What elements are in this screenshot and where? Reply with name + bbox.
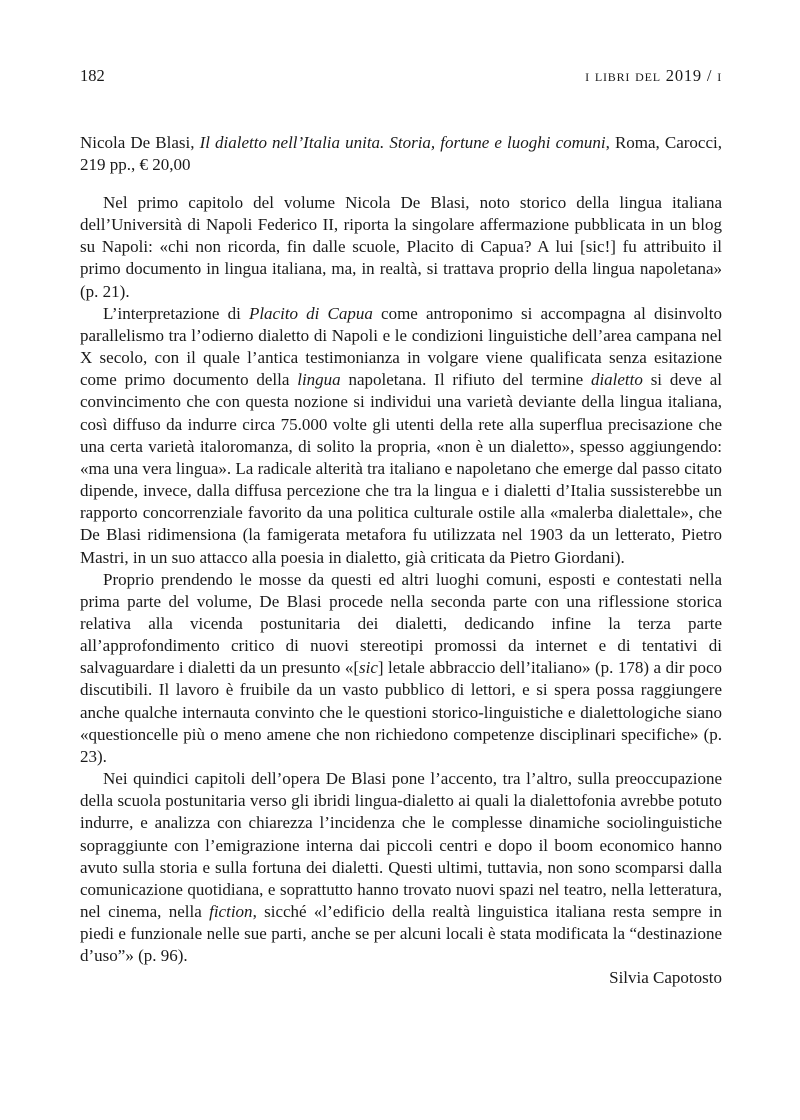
paragraph-2: L’interpretazione di Placito di Capua come antroponimo si accompagna al disinvolto parallelismo tra l’odierno dialetto di Napoli e le condizioni linguistiche dell’area campana nel X secolo, con il quale l’antica testimonianza in volgare viene qualificata senza esitazione come primo documento della lingua napoletana. Il rifiuto del termine dialetto si deve al convincimento che con questa nozione si individui una varietà deviante della lingua italiana, così diffuso da indurre circa 75.000 volte gli utenti della rete alla superflua precisazione che una certa varietà italoromanza, di solito la propria, «non è un dialetto», spesso aggiungendo: «ma una vera lingua». La radicale alterità tra italiano e napoletano che emerge dal passo citato dipende, invece, dalla diffusa percezione che tra la lingua e i dialetti d’Italia sussisterebbe un rapporto concorrenziale favorito da una politica culturale ostile alla «malerba dialettale», che De Blasi ridimensiona (la famigerata metafora fu utilizzata nel 1903 da un letterato, Pietro Mastri, in un suo attacco alla poesia in dialetto, già criticata da Pietro Giordani). xyxy=(80,303,722,567)
paragraph-4: Nei quindici capitoli dell’opera De Blasi pone l’accento, tra l’altro, sulla preoccupazione della scuola postunitaria verso gli ibridi lingua-dialetto ai quali la dialettofonia avrebbe potuto indurre, e analizza con chiarezza l’incidenza che le complesse dinamiche sociolinguistiche sopraggiunte con l’emigrazione interna dai piccoli centri e dopo il boom economico hanno avuto sulla storia e sulla fortuna dei dialetti. Questi ultimi, tuttavia, non sono scomparsi dalla comunicazione quotidiana, e soprattutto hanno trovato nuovi spazi nel teatro, nella letteratura, nel cinema, nella fiction, sicché «l’edificio della realtà linguistica italiana resta sempre in piedi e funzionale nelle sue parti, anche se per alcuni locali è stata modificata la “destinazione d’uso”» (p. 96). xyxy=(80,769,723,966)
signature: Silvia Capotosto xyxy=(609,968,722,988)
book-reference xyxy=(80,132,722,176)
paragraph-3: Proprio prendendo le mosse da questi ed altri luoghi comuni, esposti e contestati nella prima parte del volume, De Blasi procede nella seconda parte con una riflessione storica relativa alla vicenda postunitaria dei dialetti, dedicando infine la terza parte all’approfondimento critico di nuovi stereotipi promossi da internet e di tentativi di salvaguardare i dialetti da un presunto «[sic] letale abbraccio dell’italiano» (p. 178) a dir poco discutibili. Il lavoro è fruibile da un vasto pubblico di lettori, e si spera possa raggiungere anche qualche internauta convinto che le questioni storico-linguistiche e dialettologiche siano «questioncelle più o meno amene che non richiedono competenze disciplinari specifiche» (p. 23). xyxy=(80,569,722,766)
book-author: Nicola De Blasi, xyxy=(80,133,195,152)
running-head: i libri del 2019 / i xyxy=(585,66,722,85)
book-publication: , Roma, Carocci, 219 pp., € 20,00 xyxy=(80,133,722,174)
book-title: Il dialetto nell’Italia unita. Storia, fortune e luoghi comuni xyxy=(199,133,606,152)
paragraph-1: Nel primo capitolo del volume Nicola De Blasi, noto storico della lingua italiana dell’Università di Napoli Federico II, riporta la singolare affermazione pubblicata in un blog su Napoli: «chi non ricorda, fin dalle scuole, Placito di Capua? A lui [sic!] fu attribuito il primo documento in lingua italiana, ma, in realtà, si trattava proprio della lingua napoletana» (p. 21). xyxy=(80,193,722,301)
page xyxy=(80,0,722,1120)
page-number: 182 xyxy=(80,66,105,85)
page-header xyxy=(80,66,722,90)
review-body xyxy=(80,192,722,990)
